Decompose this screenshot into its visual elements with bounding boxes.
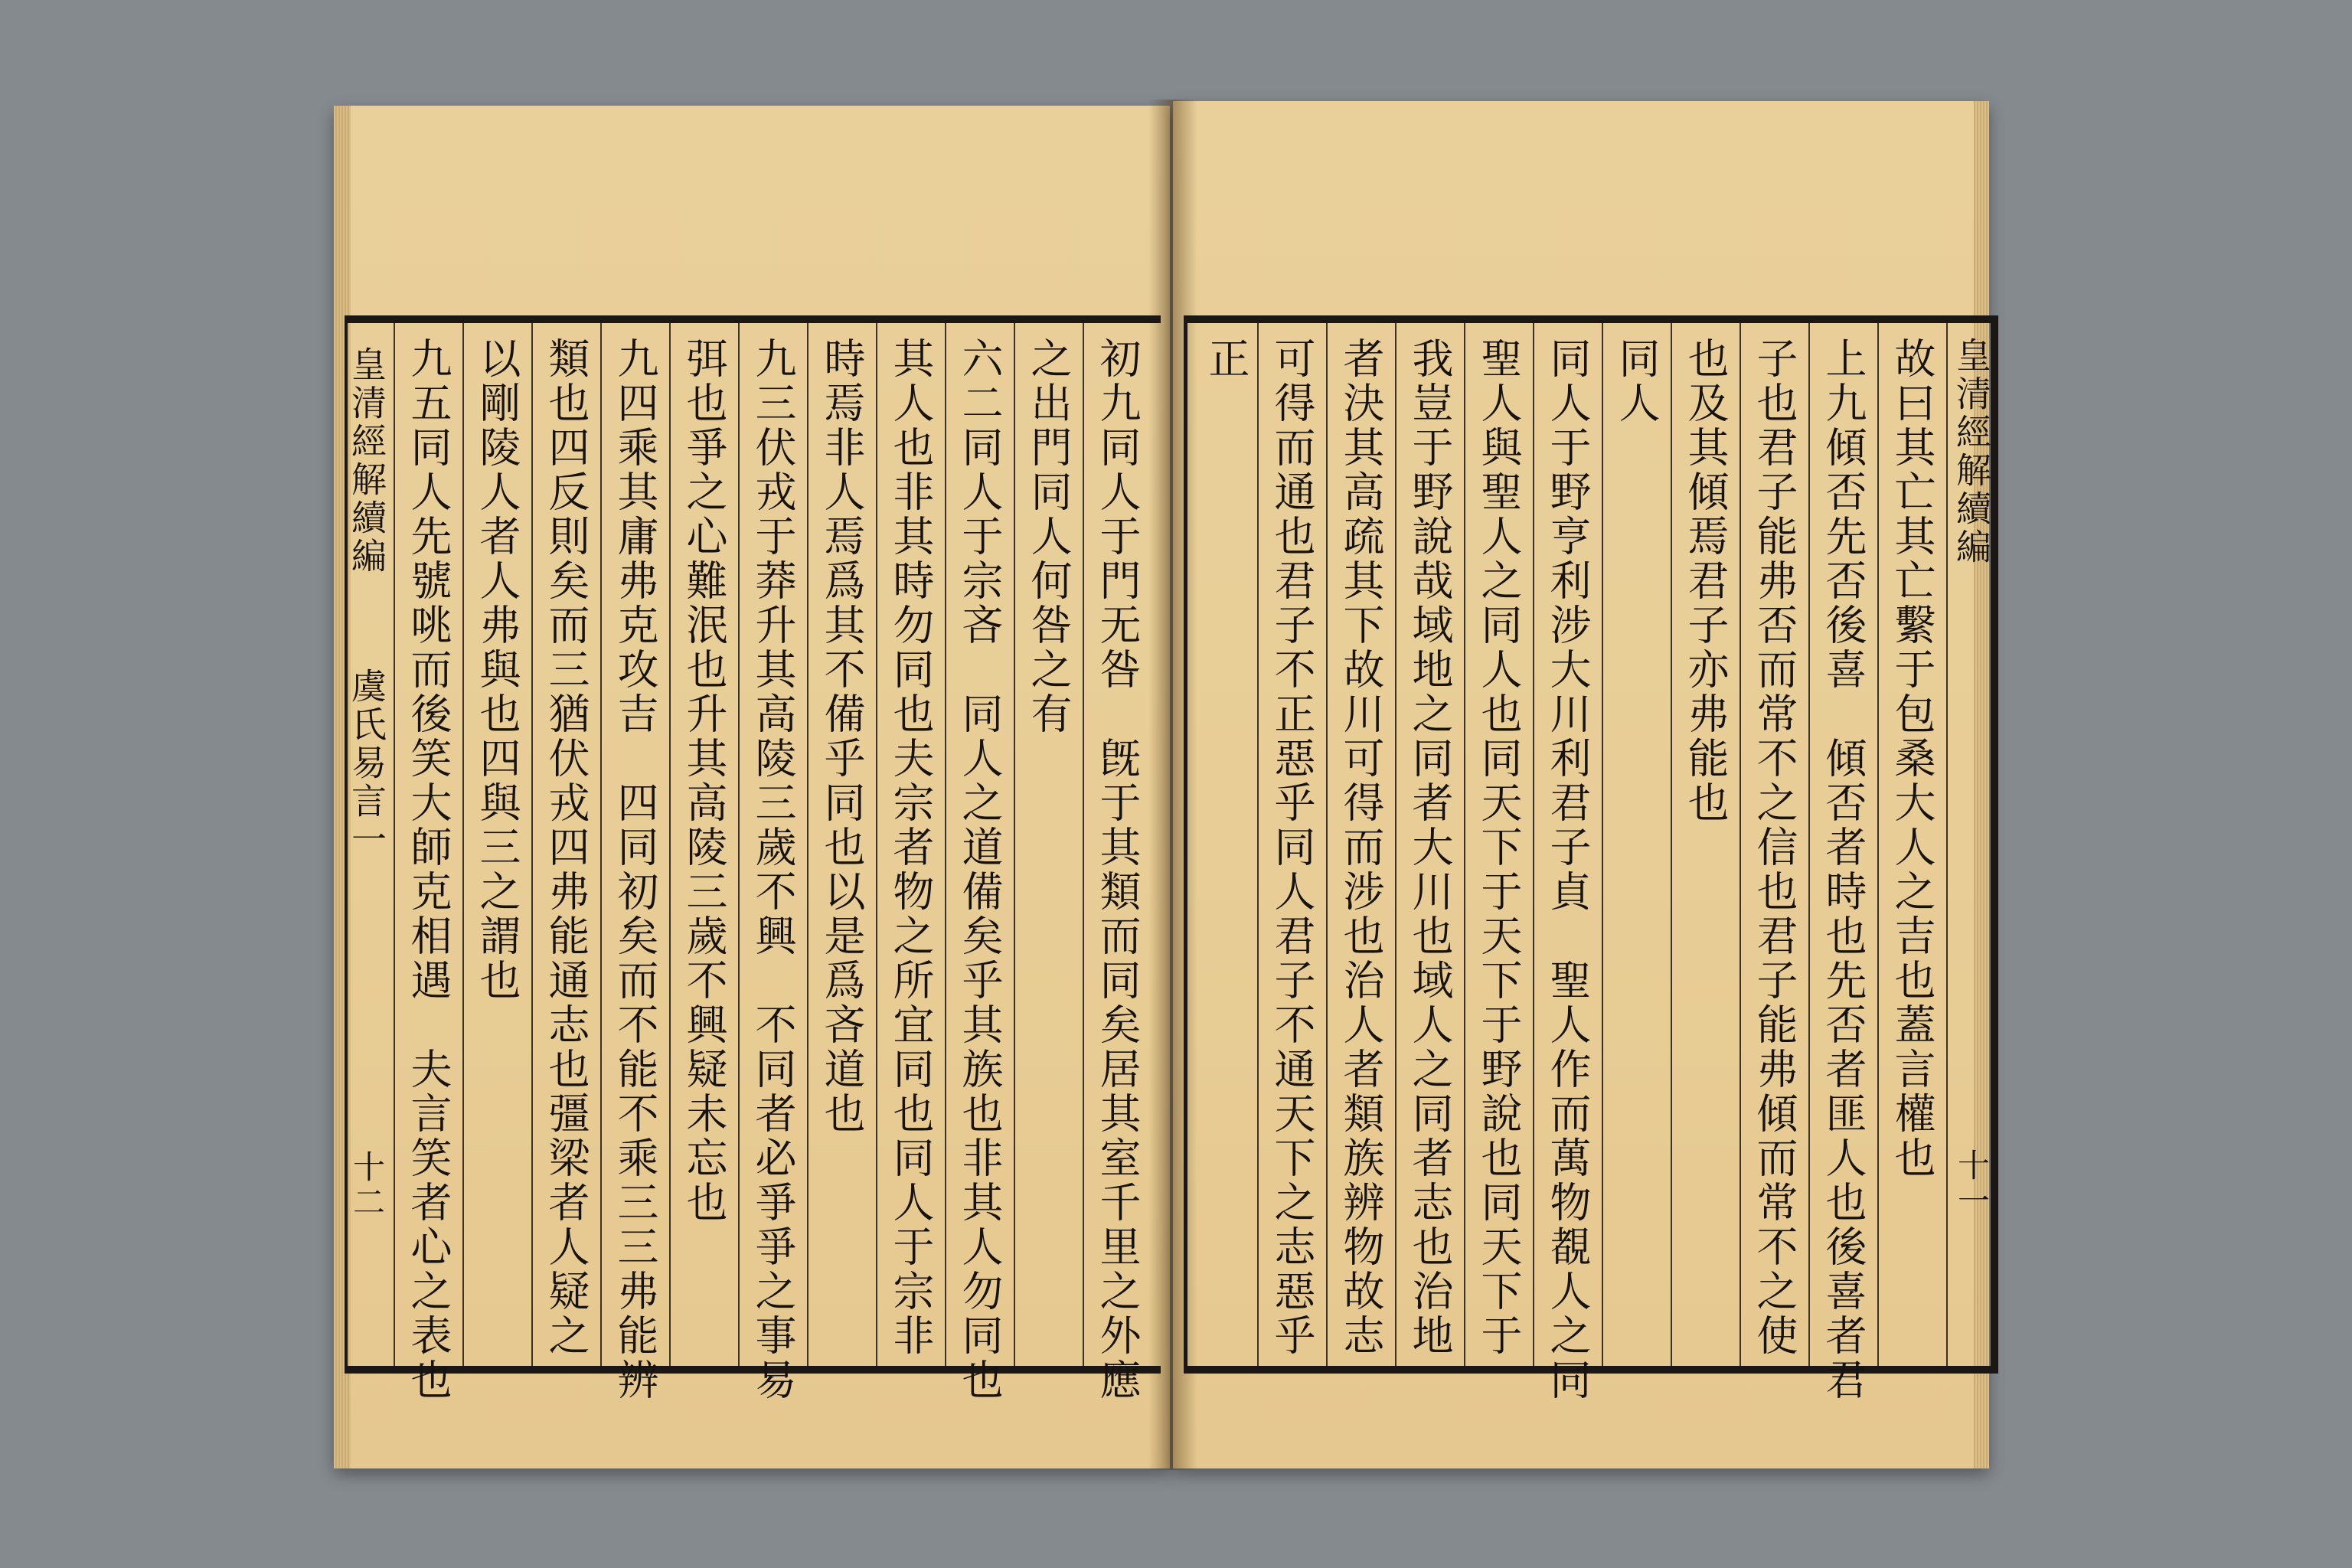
text-column: 其人也非其時勿同也夫宗者物之所宜同也同人于宗非 — [887, 337, 935, 1358]
column-rule — [1671, 323, 1672, 1366]
page-number-right: 十一 — [1953, 1148, 1991, 1219]
column-rule — [1602, 323, 1603, 1366]
column-rule — [1740, 323, 1741, 1366]
column-rule — [1395, 323, 1396, 1366]
text-column: 六二同人于宗吝 同人之道備矣乎其族也非其人勿同也 — [956, 337, 1004, 1403]
column-rule — [1533, 323, 1534, 1366]
column-rule — [394, 323, 395, 1366]
text-column: 九五同人先號咷而後笑大師克相遇 夫言笑者心之表也 — [404, 337, 452, 1403]
column-rule — [1326, 323, 1328, 1366]
column-rule — [1877, 323, 1879, 1366]
running-title: 皇清經解續編 — [346, 346, 387, 576]
column-rule — [1257, 323, 1259, 1366]
text-column: 我豈于野說哉域地之同者大川也域人之同者志也治地 — [1406, 337, 1454, 1358]
column-rule — [807, 323, 808, 1366]
text-column: 九四乘其庸弗克攻吉 四同初矣而不能不乘三三弗能辨 — [611, 337, 659, 1403]
text-column: 子也君子能弗否而常不之信也君子能弗傾而常不之使 — [1750, 337, 1798, 1358]
text-column: 上九傾否先否後喜 傾否者時也先否者匪人也後喜者君 — [1819, 337, 1867, 1403]
text-column: 初九同人于門无咎 旣于其類而同矣居其室千里之外應 — [1093, 337, 1142, 1403]
text-column: 時焉非人焉爲其不備乎同也以是爲吝道也 — [818, 337, 866, 1136]
column-rule — [531, 323, 533, 1366]
text-column: 故曰其亡其亡繫于包桑大人之吉也蓋言權也 — [1888, 337, 1936, 1181]
text-column: 之出門同人何咎之有 — [1024, 337, 1073, 737]
left-page-center-strip — [343, 323, 392, 1366]
column-rule — [738, 323, 740, 1366]
text-column: 可得而通也君子不正惡乎同人君子不通天下之志惡乎 — [1268, 337, 1316, 1358]
text-column: 也及其傾焉君子亦弗能也 — [1681, 337, 1730, 825]
text-column: 同人于野亨利涉大川利君子貞 聖人作而萬物覩人之同 — [1544, 337, 1592, 1403]
column-rule — [1946, 323, 1948, 1366]
column-rule — [1808, 323, 1810, 1366]
column-rule — [876, 323, 877, 1366]
column-rule — [600, 323, 602, 1366]
column-rule — [462, 323, 464, 1366]
text-column: 聖人與聖人之同人也同天下于天下于野說也同天下于 — [1475, 337, 1523, 1358]
text-column: 以剛陵人者人弗與也四與三之謂也 — [473, 337, 521, 1003]
text-column: 者決其高疏其下故川可得而涉也治人者類族辨物故志 — [1337, 337, 1385, 1358]
text-column: 九三伏戎于莽升其高陵三歲不興 不同者必爭爭之事易 — [749, 337, 797, 1403]
page-number-left: 十二 — [348, 1150, 386, 1220]
section-title: 虞氏易言一 — [346, 668, 387, 859]
column-rule — [669, 323, 671, 1366]
text-column: 同人 — [1612, 337, 1661, 426]
column-rule — [1014, 323, 1015, 1366]
column-rule — [945, 323, 946, 1366]
running-title-right: 皇清經解續編 — [1951, 337, 1992, 567]
column-rule — [1083, 323, 1084, 1366]
text-column: 弭也爭之心難泯也升其高陵三歲不興疑未忘也 — [680, 337, 728, 1225]
column-rule — [1464, 323, 1465, 1366]
text-column: 類也四反則矣而三猶伏戎四弗能通志也彊梁者人疑之 — [542, 337, 590, 1358]
text-column: 正 — [1202, 337, 1250, 381]
